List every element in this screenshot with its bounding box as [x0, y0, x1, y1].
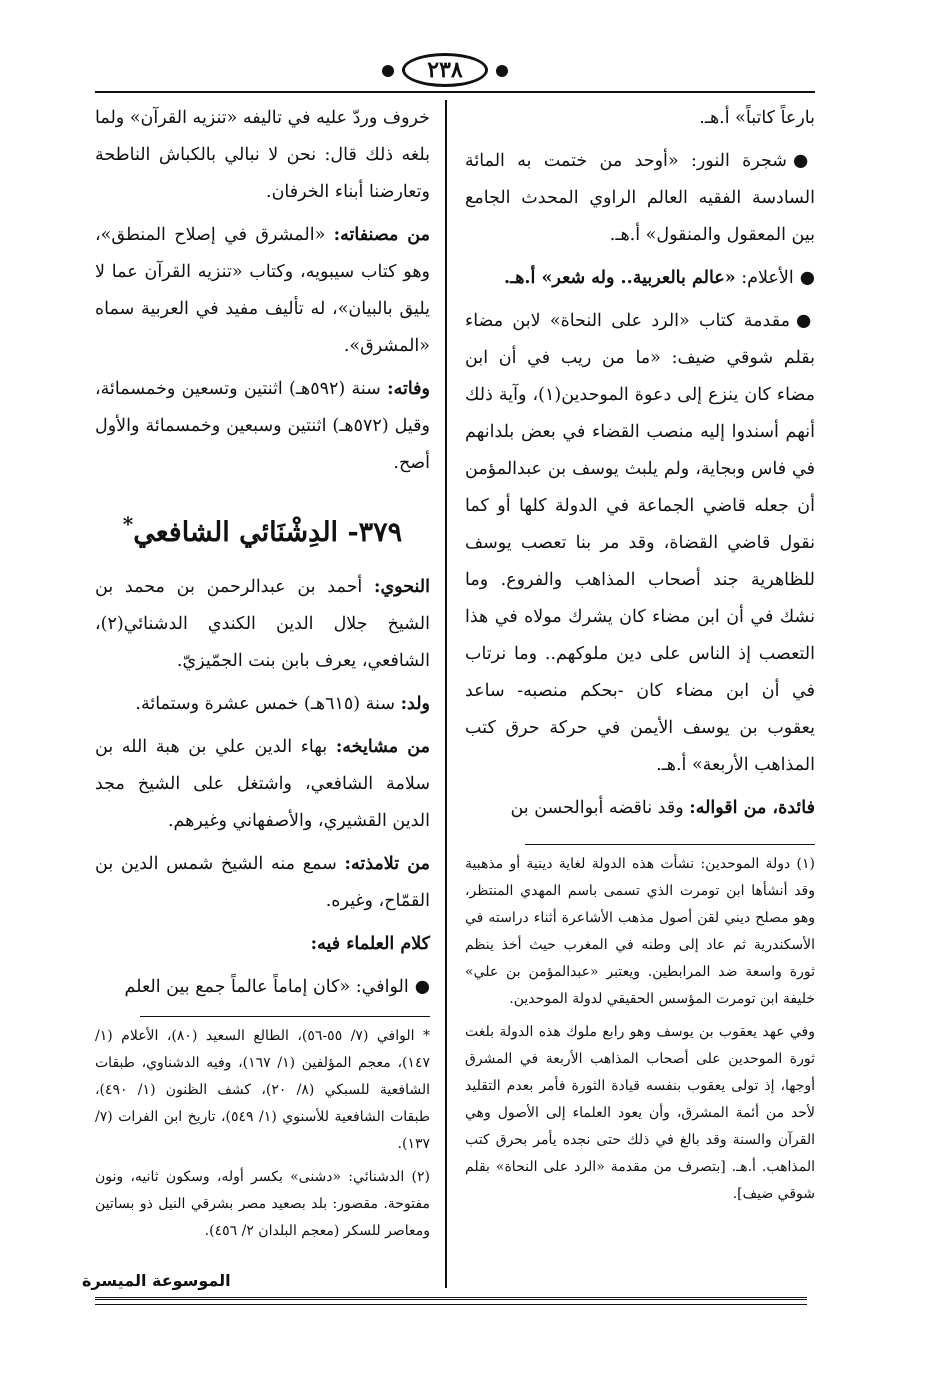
bullet-icon: ● [795, 311, 815, 331]
column-divider [445, 100, 447, 1288]
right-para-3-text: «عالم بالعربية.. وله شعر» أ.هـ. [503, 268, 736, 288]
left-para-4-text: أحمد بن عبدالرحمن بن محمد بن الشيخ جلال الدين الكندي الدشنائي(٢)، الشافعي، يعرف بابن بنت الجمّيزيّ. [95, 577, 430, 671]
bullet-icon: ● [414, 977, 430, 997]
top-rule [95, 91, 815, 93]
right-para-4 [465, 303, 815, 784]
ornament-dot-left [382, 65, 394, 77]
right-para-5-label: فائدة، من اقواله: [689, 798, 815, 818]
right-para-4-text: «ما من ريب في أن ابن مضاء كان ينزع إلى دعوة الموحدين(١)، وآية ذلك أنهم أسندوا إليه منصب القضاء في بعض بلدانهم في فاس وبجاية، ولم يلبث يوسف بن عبدالمؤمن أن جعله قاضي الجماعة في الدولة كلها أو كما نقول قاضي القضاة، وقد مر بنا تعصب يوسف للظاهرية جند أصحاب المذاهب والفروع. وما نشك في أن ابن مضاء كان يشرك مولاه في هذا التعصب إذ الناس على دين ملوكهم.. وما نرتاب في أن ابن مضاء كان -بحكم منصبه- ساعد يعقوب بن يوسف الأيمن في حركة حرق كتب المذاهب الأربعة» أ.هـ. [465, 348, 815, 775]
ornament-dot-right [496, 65, 508, 77]
bullet-icon: ● [792, 151, 815, 171]
right-para-4-label: مقدمة كتاب «الرد على النحاة» لابن مضاء بقلم شوقي ضيف: [465, 311, 815, 368]
right-para-2-label: شجرة النور: [690, 151, 787, 171]
right-para-5-text: وقد ناقضه أبوالحسن بن [510, 798, 684, 818]
right-para-2-text: «أوحد من ختمت به المائة السادسة الفقيه العالم الراوي المحدث الجامع بين المعقول والمنقول» أ.هـ. [465, 151, 815, 245]
left-para-3-label: وفاته: [387, 379, 431, 399]
left-para-4-label: النحوي: [374, 577, 430, 597]
left-para-6-label: من مشايخه: [335, 737, 430, 757]
left-para-2 [95, 217, 430, 365]
footnote-star: * الوافي (٧/ ٥٥-٥٦)، الطالع السعيد (٨٠)، الأعلام (١/ ١٤٧)، معجم المؤلفين (١/ ١٦٧)، وفيه الدشناوي، طبقات الشافعية للسبكي (٨/ ٢٠)، كشف الظنون (١/ ٤٩٠)، طبقات الشافعية للأسنوي (١/ ٥٤٩)، تاريخ ابن الفرات (٧/ ١٣٧). [95, 1028, 430, 1152]
right-para-1: بارعاً كاتباً» أ.هـ. [699, 108, 815, 128]
left-para-6 [95, 729, 430, 840]
bottom-rule [95, 1297, 807, 1305]
left-para-7 [95, 846, 430, 920]
left-para-3 [95, 371, 430, 482]
entry-title [95, 504, 430, 553]
right-footnotes [465, 828, 815, 1214]
bullet-icon: ● [799, 268, 815, 288]
left-footnotes [95, 1000, 430, 1251]
entry-title-star: * [122, 512, 134, 536]
right-para-3-label: الأعلام: [741, 268, 794, 288]
left-para-2-label: من مصنفاته: [333, 225, 430, 245]
left-para-2-text: «المشرق في إصلاح المنطق»، وهو كتاب سيبويه، وكتاب «تنزيه القرآن عما لا يليق بالبيان»، له تأليف مفيد في العربية سماه «المشرق». [95, 225, 430, 356]
left-column [95, 100, 430, 1012]
left-para-7-label: من تلامذته: [344, 854, 430, 874]
footnote-rule [140, 1016, 430, 1017]
page-number: ٢٣٨ [402, 53, 488, 87]
left-para-1: خروف وردّ عليه في تاليفه «تنزيه القرآن» ولما بلغه ذلك قال: نحن لا نبالي بالكباش الناطحة وتعارضنا أبناء الخرفان. [95, 108, 430, 202]
right-para-3 [465, 260, 815, 297]
page-number-ornament [380, 50, 510, 92]
footnote-1: (١) دولة الموحدين: نشأت هذه الدولة لغاية دينية أو مذهبية وقد أنشأها ابن تومرت الذي تسمى باسم المهدي المنتظر، وهو مصلح ديني لقن أصول مذهب الأشاعرة أثناء دراسته في الأسكندرية ثم عاد إلى وطنه في المغرب حيث أخذ ينظم ثورة واسعة ضد المرابطين. ويعتبر «عبدالمؤمن بن علي» خليفة ابن تومرت المؤسس الحقيقي لدولة الموحدين. [465, 856, 815, 1007]
left-para-5-label: ولد: [400, 694, 430, 714]
footnote-1-continued: وفي عهد يعقوب بن يوسف وهو رابع ملوك هذه الدولة بلغت ثورة الموحدين على أصحاب المذاهب الأربعة في المشرق أوجها، إذ تولى يعقوب بنفسه قيادة الثورة فأمر بعدم التقليد لأحد من أئمة المشرق، وأن يعود العلماء إلى الأصول وهي القرآن والسنة وقد بالغ في ذلك حتى نجده يأمر بحرق كتب المذاهب. أ.هـ. [بتصرف من مقدمة «الرد على النحاة» بقلم شوقي ضيف]. [465, 1024, 815, 1202]
left-para-7-text: سمع منه الشيخ شمس الدين بن القمّاح، وغيره. [95, 854, 430, 911]
right-column [465, 100, 815, 833]
right-para-2 [465, 143, 815, 254]
left-para-3-text: سنة (٥٩٢هـ) اثنتين وتسعين وخمسمائة، وقيل (٥٧٢هـ) اثنتين وسبعين وخمسمائة والأول أصح. [95, 379, 430, 473]
left-para-9-label: الوافي: [355, 977, 409, 997]
left-para-8: كلام العلماء فيه: [310, 934, 430, 954]
footnote-rule [525, 844, 815, 845]
left-para-4 [95, 569, 430, 680]
left-para-9-text: «كان إماماً عالماً جمع بين العلم [124, 977, 351, 997]
left-para-5 [95, 686, 430, 723]
left-para-6-text: بهاء الدين علي بن هبة الله بن سلامة الشافعي، واشتغل على الشيخ مجد الدين القشيري، والأصفهاني وغيرهم. [95, 737, 430, 831]
right-para-5 [465, 790, 815, 827]
footnote-2: (٢) الدشنائي: «دشنى» بكسر أوله، وسكون ثانيه، ونون مفتوحة. مقصور: بلد بصعيد مصر بشرقي النيل ذو بساتين ومعاصر للسكر (معجم البلدان ٢/ ٤٥٦). [95, 1169, 430, 1239]
footer-title: الموسوعة الميسرة [82, 1271, 231, 1290]
left-para-5-text: سنة (٦١٥هـ) خمس عشرة وستمائة. [135, 694, 395, 714]
entry-title-text: ٣٧٩- الدِشْنَائي الشافعي [133, 517, 403, 548]
